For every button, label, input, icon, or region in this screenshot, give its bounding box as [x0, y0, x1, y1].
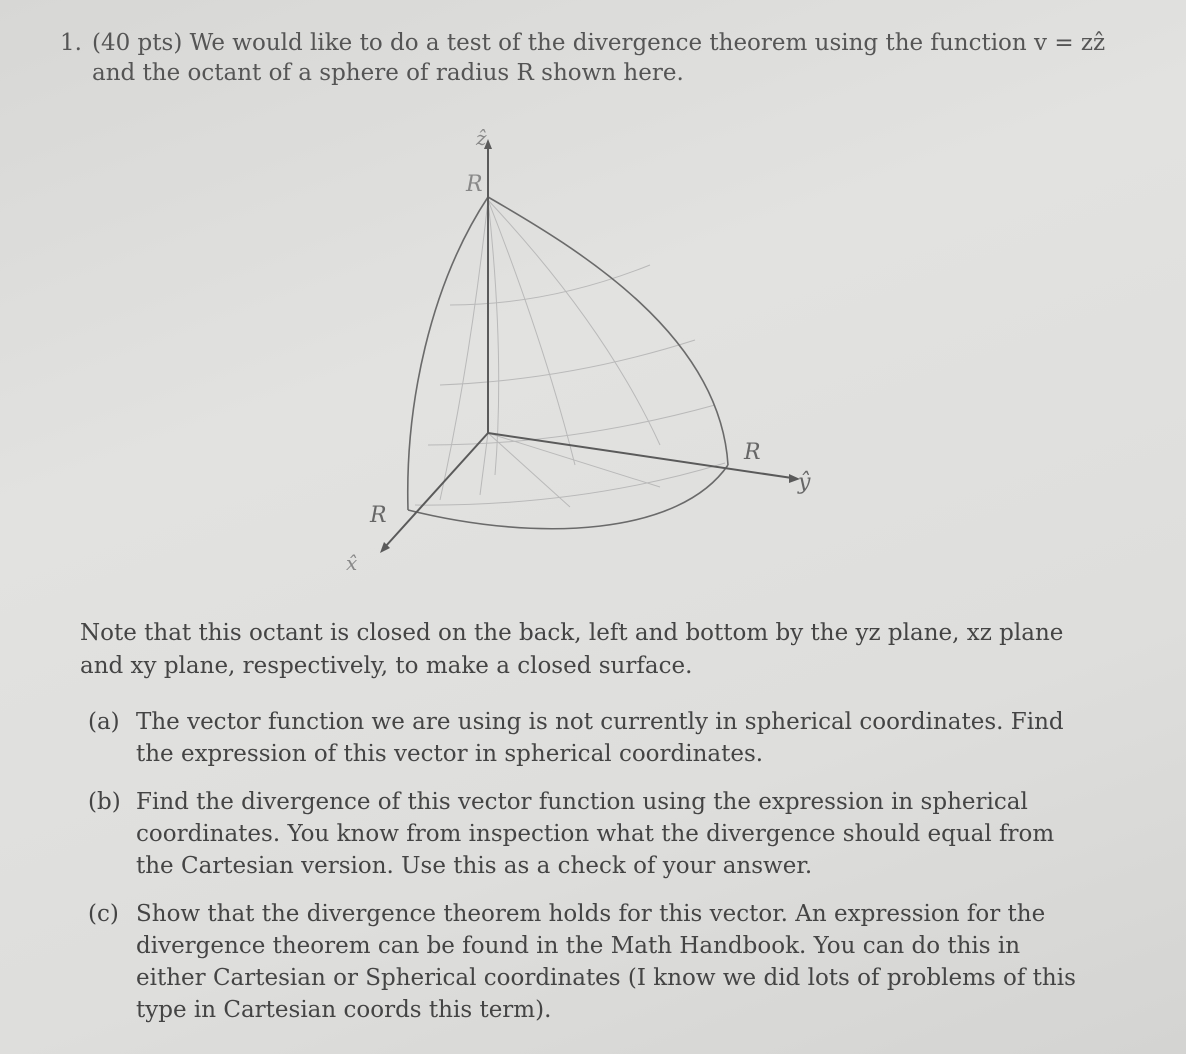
problem-line-2: and the octant of a sphere of radius R shown here.: [92, 60, 684, 86]
part-text: Find the divergence of this vector function using the expression in spherical coordinates. You know from inspection what the divergence should equal from the Cartesian version. Use this as a check of your answer.: [136, 789, 1055, 879]
part-a: [88, 706, 1093, 770]
y-axis-label: ŷ: [798, 470, 811, 495]
part-c: [88, 898, 1093, 1026]
note-paragraph: Note that this octant is closed on the back, left and bottom by the yz plane, xz plane and xy plane, respectively, to make a closed surface.: [80, 620, 1064, 679]
axes: [385, 145, 792, 547]
part-b: [88, 786, 1093, 882]
problem-number: 1.: [60, 30, 82, 56]
axis-arrowheads: [380, 139, 800, 553]
x-axis-label: x̂: [346, 551, 358, 575]
x-axis: [385, 433, 488, 547]
part-label: (c): [88, 901, 119, 927]
part-text: Show that the divergence theorem holds for this vector. An expression for the divergence theorem can be found in the Math Handbook. You can do this in either Cartesian or Spherical coordinates (I know we did lots of problems of this type in Cartesian coords this term).: [136, 901, 1076, 1023]
part-label: (b): [88, 789, 121, 815]
z-radius-label: R: [466, 172, 483, 197]
subquestions: [88, 706, 1093, 1042]
part-text: The vector function we are using is not currently in spherical coordinates. Find the expression of this vector in spherical coordinates.: [136, 709, 1064, 767]
octant-outline: [408, 197, 728, 529]
problem-line-1: (40 pts) We would like to do a test of the divergence theorem using the function v = zẑ: [92, 30, 1106, 56]
x-radius-label: R: [370, 503, 387, 528]
sphere-octant-figure: [320, 115, 840, 585]
problem-statement: [60, 28, 1120, 88]
z-axis-label: ẑ: [476, 126, 487, 150]
part-label: (a): [88, 709, 120, 735]
y-radius-label: R: [744, 440, 761, 465]
